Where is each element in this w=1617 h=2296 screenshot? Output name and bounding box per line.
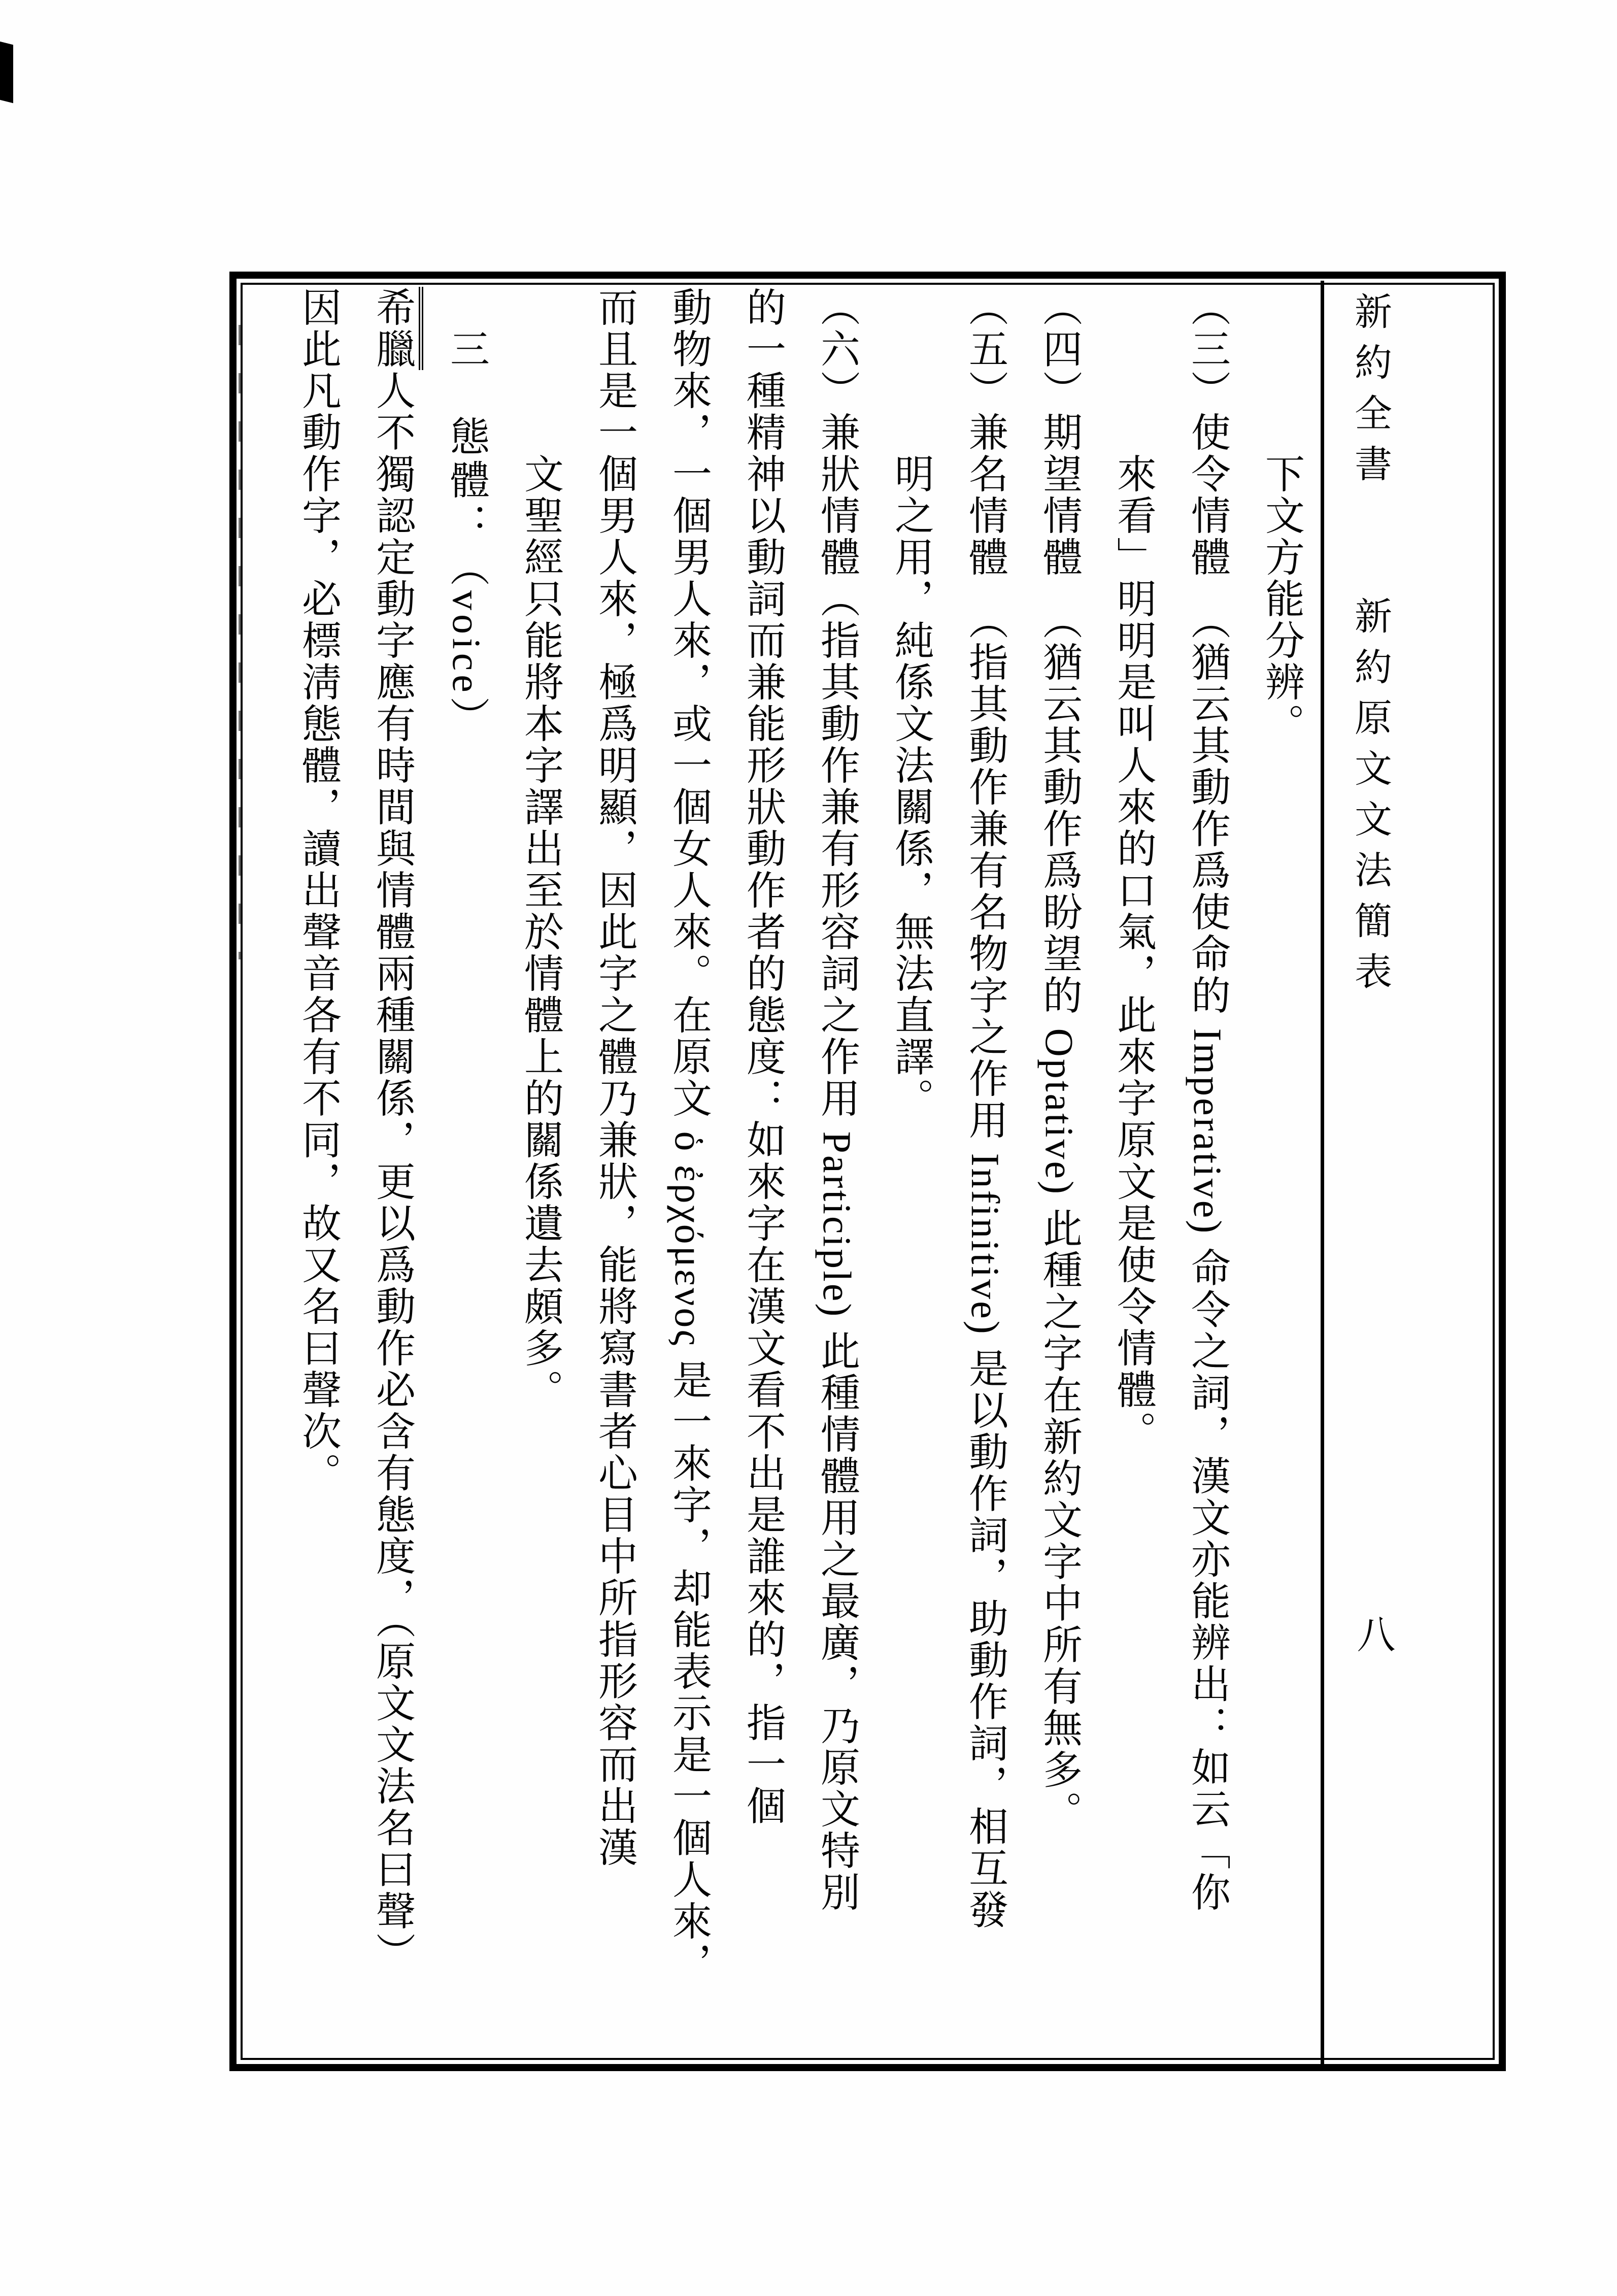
- text-column: 來看」明明是叫人來的口氣，此來字原文是使令情體。: [1111, 453, 1156, 1452]
- section-heading-column: 三 態體：（voice）: [445, 328, 489, 740]
- text-column: 文聖經只能將本字譯出至於情體上的關係遺去頗多。: [519, 453, 563, 1411]
- text-column: （四）期望情體 （猶云其動作爲盼望的 Optative) 此種之字在新約文字中所有無多。: [1037, 287, 1082, 1833]
- text-column: 希臘人不獨認定動字應有時間與情體兩種關係，更以爲動作必含有態度，（原文文法名曰聲）: [355, 287, 429, 2053]
- text-column: 因此凡動作字，必標淸態體，讀出聲音各有不同，故又名曰聲次。: [296, 287, 341, 1494]
- margin-divider-line: [1321, 281, 1324, 2065]
- text-column: 的一種精神以動詞而兼能形狀動作者的態度：如來字在漢文看不出是誰來的，指一個: [741, 287, 785, 1827]
- scan-artifact: [0, 42, 13, 103]
- text-column: 動物來，一個男人來，或一個女人來。在原文 ὁ ἐρχόμενος 是一來字，却能表示是一個人來，: [667, 287, 711, 1984]
- text-column: （五）兼名情體 （指其動作兼有名物字之作用 Infinitive) 是以動作詞，助動作詞，相互發: [963, 287, 1007, 1931]
- text-column: 而且是一個男人來，極爲明顯，因此字之體乃兼狀，能將寫書者心目中所指形容而出漢: [593, 287, 637, 1869]
- vertical-text-body: [250, 287, 1319, 2053]
- text-column: （六）兼狀情體（指其動作兼有形容詞之作用 Participle) 此種情體用之最廣，乃原文特別: [815, 287, 859, 1913]
- page-number: 八: [1351, 1614, 1394, 1653]
- text-column: （三）使令情體 （猶云其動作爲使命的 Imperative) 命令之詞，漢文亦能辨出：如云「你: [1186, 287, 1230, 1913]
- text-column: 下文方能分辨。: [1260, 453, 1304, 745]
- text-column: 明之用，純係文法關係，無法直譯。: [889, 453, 933, 1119]
- proper-noun-mark: 希臘: [370, 287, 423, 370]
- book-title-vertical: 新約全書 新約原文文法簡表: [1349, 292, 1391, 1003]
